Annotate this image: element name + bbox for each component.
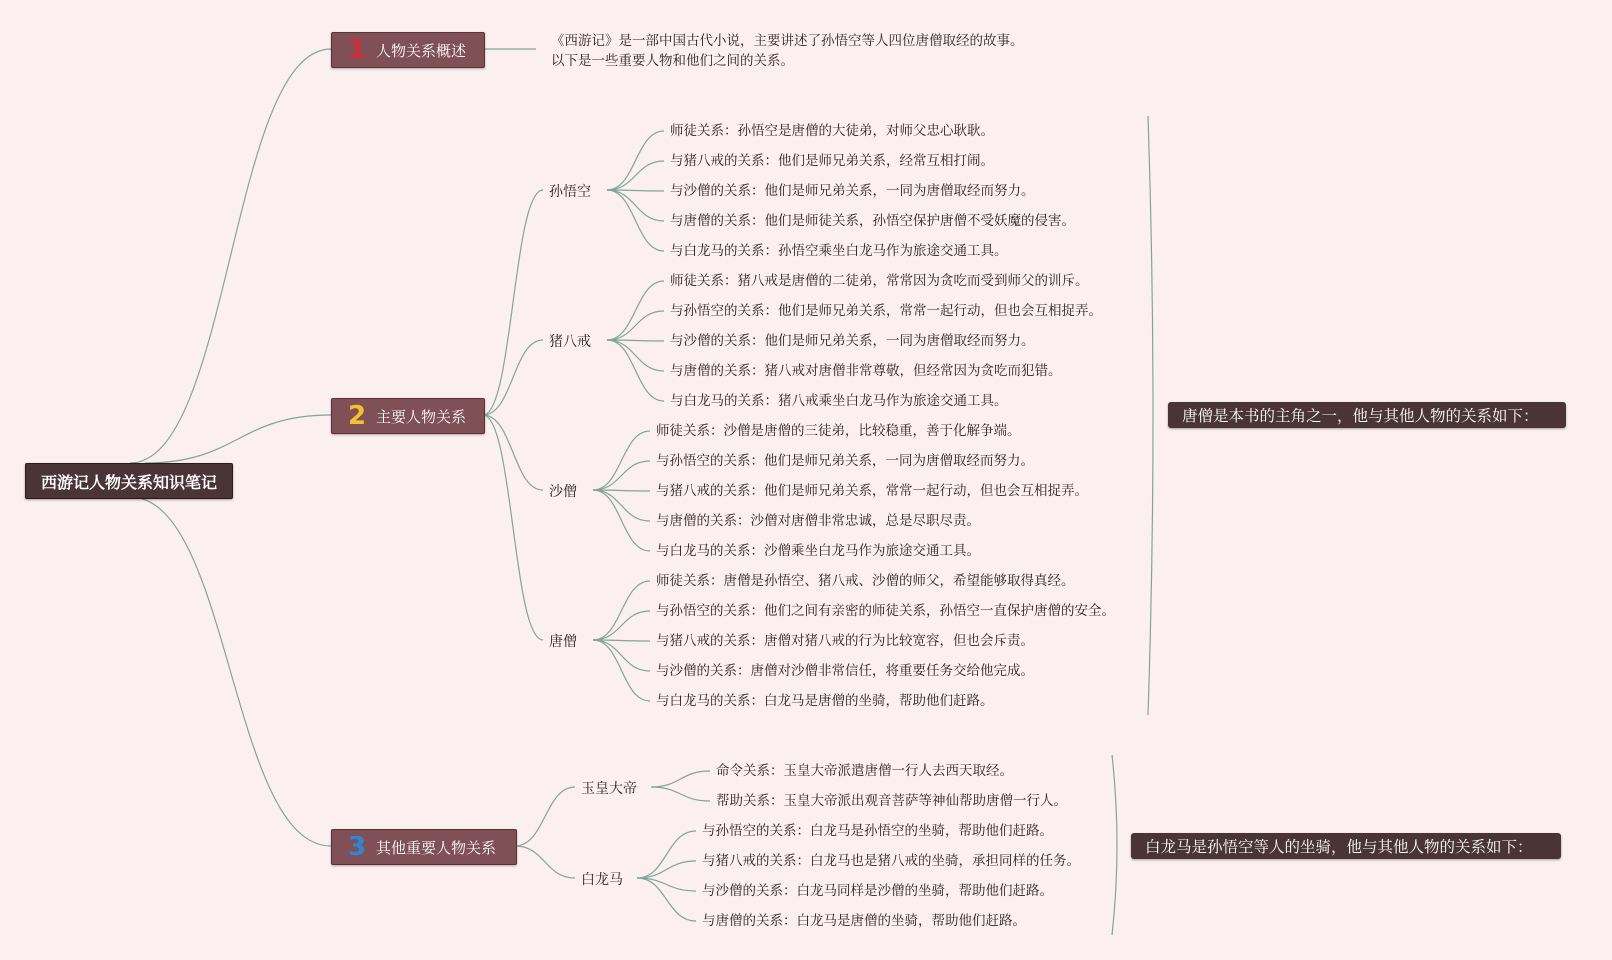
character-to-relation-line (593, 431, 650, 490)
character-tang-seng[interactable]: 唐僧 (549, 634, 577, 650)
root-to-section-line (130, 49, 331, 463)
character-sha-seng[interactable]: 沙僧 (549, 484, 577, 500)
relation-leaf[interactable]: 与白龙马的关系：孙悟空乘坐白龙马作为旅途交通工具。 (670, 243, 1008, 259)
relation-leaf[interactable]: 与白龙马的关系：沙僧乘坐白龙马作为旅途交通工具。 (656, 543, 980, 559)
intro-line: 《西游记》是一部中国古代小说，主要讲述了孙悟空等人四位唐僧取经的故事。 (551, 33, 1024, 49)
root-topic[interactable]: 西游记人物关系知识笔记 (25, 463, 233, 499)
relation-leaf[interactable]: 与猪八戒的关系：他们是师兄弟关系，经常互相打闹。 (670, 153, 994, 169)
character-to-relation-line (593, 581, 650, 640)
relation-leaf[interactable]: 与猪八戒的关系：他们是师兄弟关系，常常一起行动，但也会互相捉弄。 (656, 483, 1088, 499)
character-to-relation-line (637, 861, 696, 878)
relation-leaf[interactable]: 与孙悟空的关系：他们是师兄弟关系，常常一起行动，但也会互相捉弄。 (670, 303, 1102, 319)
section-main-characters[interactable] (331, 398, 485, 434)
section-to-character-line (515, 846, 575, 878)
character-zhu-bajie[interactable]: 猪八戒 (549, 334, 591, 350)
section-to-character-line (483, 190, 543, 415)
number-one-icon: 1 (347, 35, 367, 65)
character-to-relation-line (593, 640, 650, 671)
character-to-relation-line (651, 771, 710, 787)
summary-bracket (1112, 755, 1117, 935)
root-to-section-line (130, 497, 331, 846)
relation-leaf[interactable]: 师徒关系：唐僧是孙悟空、猪八戒、沙僧的师父，希望能够取得真经。 (656, 573, 1075, 589)
relation-leaf[interactable]: 与白龙马的关系：白龙马是唐僧的坐骑，帮助他们赶路。 (656, 693, 994, 709)
relation-leaf[interactable]: 与孙悟空的关系：他们是师兄弟关系，一同为唐僧取经而努力。 (656, 453, 1034, 469)
section-to-character-line (483, 415, 543, 640)
character-to-relation-line (637, 831, 696, 878)
character-to-relation-line (593, 490, 650, 521)
intro-text (551, 31, 1024, 71)
section-overview[interactable] (331, 32, 485, 68)
character-to-relation-line (607, 340, 664, 371)
relation-leaf[interactable]: 师徒关系：猪八戒是唐僧的二徒弟，常常因为贪吃而受到师父的训斥。 (670, 273, 1089, 289)
section-title: 主要人物关系 (376, 407, 467, 426)
relation-leaf[interactable]: 与孙悟空的关系：白龙马是孙悟空的坐骑，帮助他们赶路。 (702, 823, 1053, 839)
relation-leaf[interactable]: 帮助关系：玉皇大帝派出观音菩萨等神仙帮助唐僧一行人。 (716, 793, 1067, 809)
intro-line: 以下是一些重要人物和他们之间的关系。 (551, 53, 794, 69)
character-sun-wukong[interactable]: 孙悟空 (549, 184, 591, 200)
character-to-relation-line (607, 131, 664, 190)
character-to-relation-line (607, 281, 664, 340)
character-to-relation-line (593, 611, 650, 640)
character-white-dragon-horse[interactable]: 白龙马 (581, 872, 623, 888)
relation-leaf[interactable]: 与孙悟空的关系：他们之间有亲密的师徒关系，孙悟空一直保护唐僧的安全。 (656, 603, 1115, 619)
relation-leaf[interactable]: 与唐僧的关系：猪八戒对唐僧非常尊敬，但经常因为贪吃而犯错。 (670, 363, 1062, 379)
section-title: 人物关系概述 (376, 41, 467, 60)
character-to-relation-line (607, 190, 664, 221)
section-to-character-line (483, 415, 543, 490)
summary-bracket (1148, 116, 1153, 715)
relation-leaf[interactable]: 与猪八戒的关系：白龙马也是猪八戒的坐骑，承担同样的任务。 (702, 853, 1080, 869)
relation-leaf[interactable]: 师徒关系：沙僧是唐僧的三徒弟，比较稳重，善于化解争端。 (656, 423, 1021, 439)
section-other-characters[interactable] (331, 829, 517, 865)
relation-leaf[interactable]: 与猪八戒的关系：唐僧对猪八戒的行为比较宽容，但也会斥责。 (656, 633, 1034, 649)
relation-leaf[interactable]: 与唐僧的关系：沙僧对唐僧非常忠诚，总是尽职尽责。 (656, 513, 980, 529)
other-summary[interactable]: 白龙马是孙悟空等人的坐骑，他与其他人物的关系如下： (1131, 833, 1561, 859)
relation-leaf[interactable]: 与唐僧的关系：他们是师徒关系，孙悟空保护唐僧不受妖魔的侵害。 (670, 213, 1075, 229)
character-to-relation-line (607, 161, 664, 190)
main-summary[interactable]: 唐僧是本书的主角之一，他与其他人物的关系如下： (1168, 402, 1566, 428)
relation-leaf[interactable]: 与白龙马的关系：猪八戒乘坐白龙马作为旅途交通工具。 (670, 393, 1008, 409)
character-to-relation-line (593, 461, 650, 490)
character-to-relation-line (651, 787, 710, 801)
relation-leaf[interactable]: 与唐僧的关系：白龙马是唐僧的坐骑，帮助他们赶路。 (702, 913, 1026, 929)
number-two-icon: 2 (347, 401, 367, 431)
section-to-character-line (483, 340, 543, 415)
character-to-relation-line (607, 311, 664, 340)
relation-leaf[interactable]: 与沙僧的关系：他们是师兄弟关系，一同为唐僧取经而努力。 (670, 333, 1035, 349)
character-jade-emperor[interactable]: 玉皇大帝 (581, 781, 637, 797)
number-three-icon: 3 (347, 832, 367, 862)
root-to-section-line (145, 415, 331, 463)
relation-leaf[interactable]: 与沙僧的关系：唐僧对沙僧非常信任，将重要任务交给他完成。 (656, 663, 1034, 679)
section-to-character-line (515, 787, 575, 846)
relation-leaf[interactable]: 与沙僧的关系：他们是师兄弟关系，一同为唐僧取经而努力。 (670, 183, 1035, 199)
relation-leaf[interactable]: 师徒关系：孙悟空是唐僧的大徒弟，对师父忠心耿耿。 (670, 123, 994, 139)
relation-leaf[interactable]: 命令关系：玉皇大帝派遣唐僧一行人去西天取经。 (716, 763, 1013, 779)
section-title: 其他重要人物关系 (376, 838, 497, 857)
relation-leaf[interactable]: 与沙僧的关系：白龙马同样是沙僧的坐骑，帮助他们赶路。 (702, 883, 1053, 899)
